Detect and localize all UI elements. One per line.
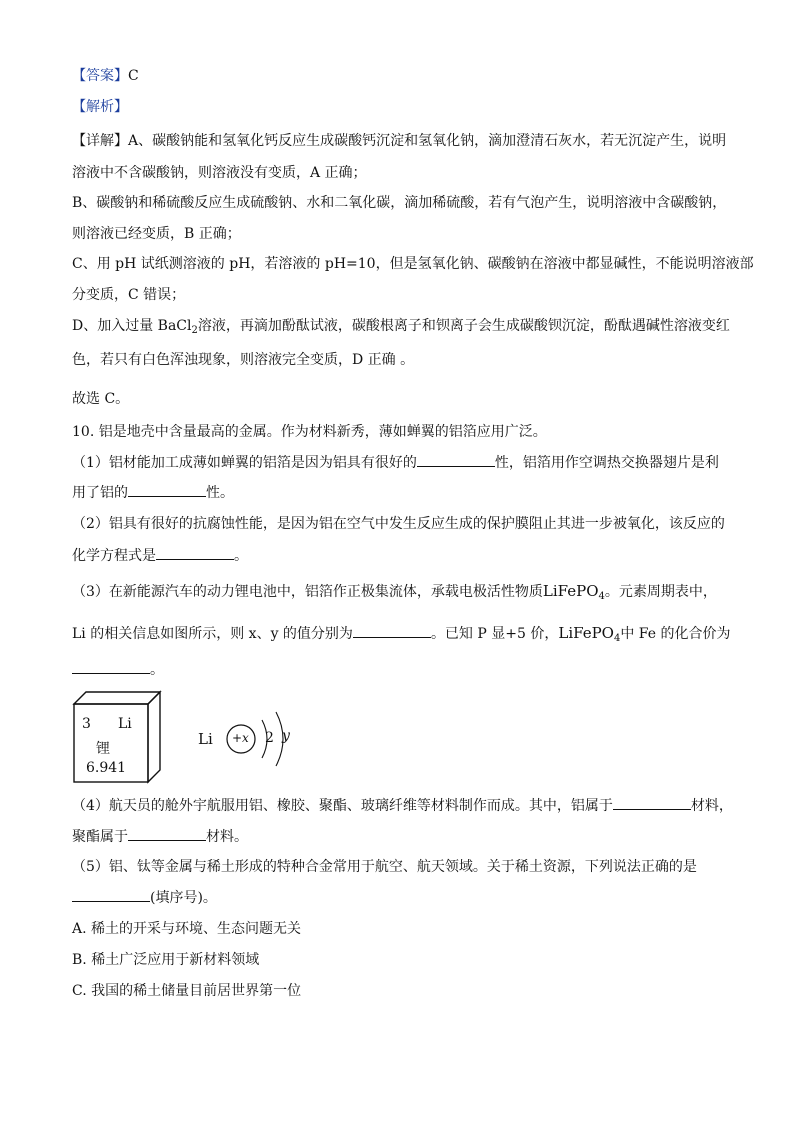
q10-p3-line2 [72, 623, 731, 644]
q10-p4-line2 [72, 826, 248, 847]
answer-blank-2[interactable] [128, 482, 206, 497]
q10-p1-line1 [72, 452, 719, 473]
q10-p1-a: （1）铝材能加工成薄如蝉翼的铝箔是因为铝具有很好的 [72, 455, 417, 471]
answer-blank-1[interactable] [417, 452, 495, 467]
q10-p3-d: 。已知 P 显+5 价， [430, 626, 559, 642]
answer-tag: 【答案】 [72, 68, 128, 84]
q10-p3-f: 。 [150, 662, 164, 678]
q10-p3-b: 。元素周期表中， [604, 584, 717, 600]
element-card [72, 690, 162, 782]
detail-d-line2: 色，若只有白色浑浊现象，则溶液完全变质，D 正确 。 [72, 352, 415, 368]
atom-symbol: Li [198, 730, 213, 748]
answer-line [72, 66, 139, 86]
q10-p2-line2 [72, 545, 248, 566]
shell1-electrons: 2 [265, 730, 274, 746]
q10-p4-line1 [72, 795, 733, 816]
q10-p5-line1: （5）铝、钛等金属与稀土形成的特种合金常用于航空、航天领域。关于稀土资源，下列说法正确的是 [72, 859, 697, 875]
q10-p3-c: Li 的相关信息如图所示，则 x、y 的值分别为 [72, 626, 353, 642]
q10-p3-e: 中 Fe 的化合价为 [620, 626, 731, 642]
answer-blank-7[interactable] [128, 826, 206, 841]
q10-p3-a: （3）在新能源汽车的动力锂电池中，铝箔作正极集流体，承载电极活性物质 [72, 584, 543, 600]
nucleus-charge: +x [232, 731, 249, 745]
q10-p5-line2 [72, 887, 217, 908]
answer-blank-6[interactable] [613, 795, 691, 810]
formula-lifepo4: LiFePO$_4$ [542, 582, 605, 602]
atomic-mass: 6.941 [86, 760, 127, 776]
q10-p1-c: 用了铝的 [72, 485, 128, 501]
q10-p3-line1 [72, 581, 717, 602]
option-a: A. 稀土的开采与环境、生态问题无关 [72, 921, 302, 937]
q10-stem: 10. 铝是地壳中含量最高的金属。作为材料新秀，薄如蝉翼的铝箔应用广泛。 [72, 424, 547, 440]
detail-d-post: 溶液，再滴加酚酞试液，碳酸根离子和钡离子会生成碳酸钡沉淀，酚酞遇碱性溶液变红 [197, 318, 730, 334]
detail-b-line1: B、碳酸钠和稀硫酸反应生成硫酸钠、水和二氧化碳，滴加稀硫酸，若有气泡产生，说明溶液中含碳酸钠， [72, 195, 727, 211]
shell2-electrons: y [282, 728, 290, 744]
element-symbol: Li [118, 716, 132, 732]
atomic-number: 3 [82, 716, 91, 732]
q10-p2-c: 。 [234, 548, 248, 564]
detail-tag: 【详解】 [72, 133, 128, 149]
detail-d-sub: 2 [191, 325, 198, 336]
detail-c-line2: 分变质，C 错误； [72, 287, 186, 303]
q10-p3-line3 [72, 659, 164, 680]
answer-value: C [128, 68, 139, 84]
answer-blank-5[interactable] [72, 659, 150, 674]
formula-lifepo4-2: LiFePO$_4$ [558, 624, 621, 644]
detail-d-pre: D、加入过量 BaCl [72, 318, 192, 334]
analysis-tag: 【解析】 [72, 99, 128, 115]
q10-p2-line1: （2）铝具有很好的抗腐蚀性能，是因为铝在空气中发生反应生成的保护膜阻止其进一步被氧化，该反应的 [72, 516, 725, 532]
q10-p4-b: 材料， [690, 798, 733, 814]
detail-a-line2: 溶液中不含碳酸钠，则溶液没有变质，A 正确； [72, 165, 367, 181]
detail-a-line1 [72, 131, 726, 151]
answer-blank-8[interactable] [72, 887, 150, 902]
q10-p2-b: 化学方程式是 [72, 548, 156, 564]
conclusion: 故选 C。 [72, 391, 130, 407]
q10-p4-d: 材料。 [206, 829, 248, 845]
option-b: B. 稀土广泛应用于新材料领域 [72, 952, 260, 968]
q10-p1-line2 [72, 482, 234, 503]
element-name: 锂 [96, 741, 110, 757]
detail-b-line2: 则溶液已经变质，B 正确； [72, 226, 241, 242]
answer-blank-3[interactable] [156, 545, 234, 560]
atom-structure-diagram [196, 706, 296, 776]
detail-c-line1: C、用 pH 试纸测溶液的 pH，若溶液的 pH=10，但是氢氧化钠、碳酸钠在溶液中都显碱性，不能说明溶液部 [72, 256, 754, 272]
q10-p1-b: 性，铝箔用作空调热交换器翅片是利 [494, 455, 719, 471]
detail-a-text1: A、碳酸钠能和氢氧化钙反应生成碳酸钙沉淀和氢氧化钠，滴加澄清石灰水，若无沉淀产生，说明 [128, 133, 727, 149]
q10-p1-d: 性。 [206, 485, 234, 501]
option-c: C. 我国的稀土储量目前居世界第一位 [72, 983, 302, 999]
answer-blank-4[interactable] [353, 623, 431, 638]
q10-p5-b: (填序号)。 [150, 890, 217, 906]
detail-d-line1 [72, 316, 730, 336]
q10-p4-a: （4）航天员的舱外宇航服用铝、橡胶、聚酯、玻璃纤维等材料制作而成。其中，铝属于 [72, 798, 613, 814]
q10-p4-c: 聚酯属于 [72, 829, 128, 845]
